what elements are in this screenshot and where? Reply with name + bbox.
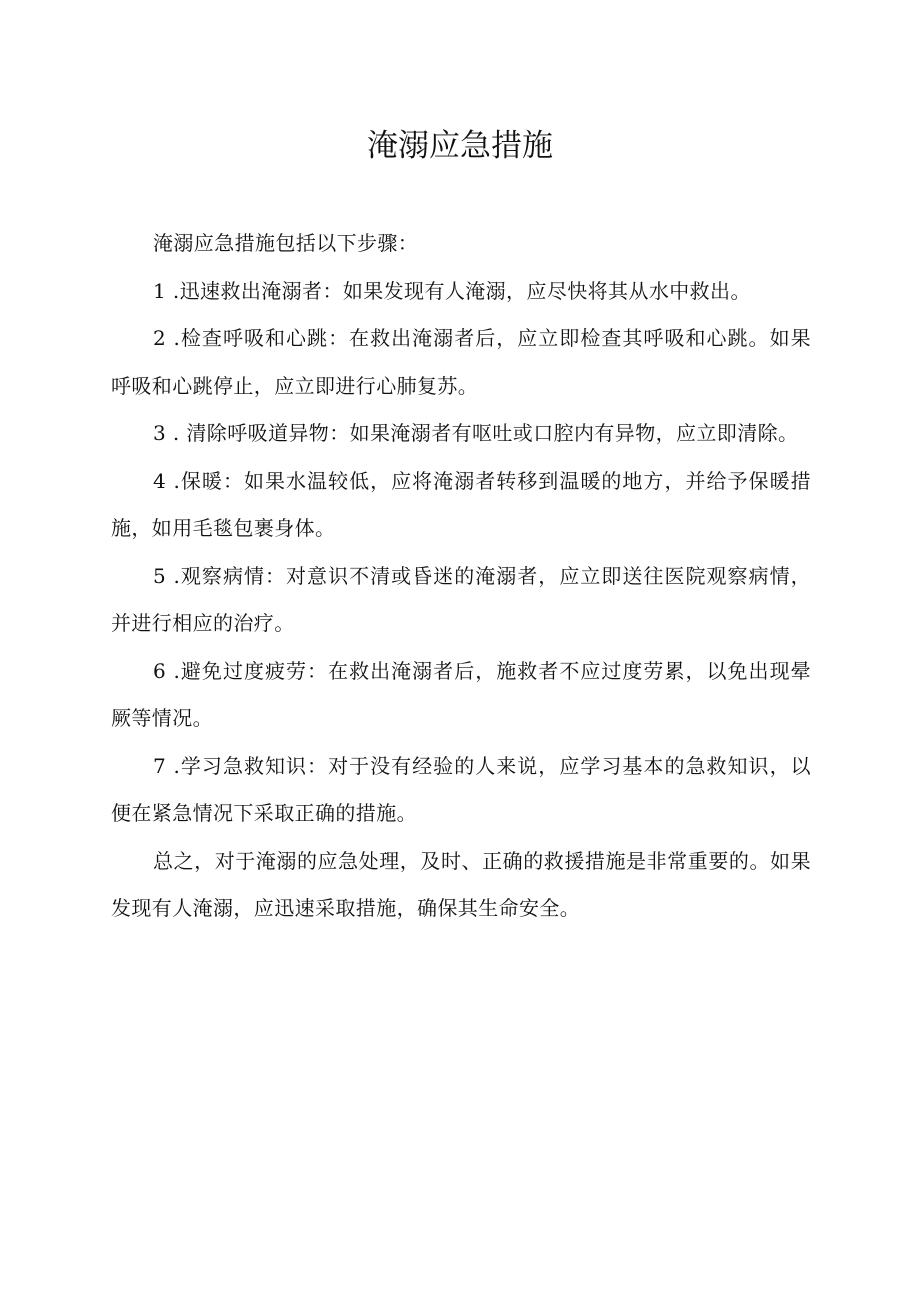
step-number: 1 [153, 278, 167, 303]
step-number: 7 [153, 753, 167, 778]
step-7 [111, 743, 811, 838]
intro-paragraph: 淹溺应急措施包括以下步骤： [153, 231, 419, 255]
step-6 [111, 648, 811, 743]
conclusion-paragraph: 总之，对于淹溺的应急处理，及时、正确的救援措施是非常重要的。如果发现有人淹溺，应迅速采取措施，确保其生命安全。 [111, 848, 811, 920]
step-number: 3 [153, 421, 167, 445]
step-text: .避免过度疲劳：在救出淹溺者后，施救者不应过度劳累，以免出现晕厥等情况。 [111, 658, 811, 730]
step-number: 2 [153, 326, 167, 350]
step-number: 6 [153, 658, 167, 683]
step-5 [111, 553, 811, 648]
document-body [111, 220, 811, 933]
step-number: 5 [153, 563, 167, 588]
step-text: .保暖：如果水温较低，应将淹溺者转移到温暖的地方，并给予保暖措施，如用毛毯包裹身体。 [111, 468, 811, 540]
step-1 [111, 268, 811, 316]
step-3 [111, 410, 811, 458]
step-text: . 清除呼吸道异物：如果淹溺者有呕吐或口腔内有异物，应立即清除。 [172, 421, 799, 445]
step-4 [111, 458, 811, 553]
step-number: 4 [153, 468, 167, 493]
step-text: .学习急救知识：对于没有经验的人来说，应学习基本的急救知识，以便在紧急情况下采取正确的措施。 [111, 753, 811, 825]
step-text: .迅速救出淹溺者：如果发现有人淹溺，应尽快将其从水中救出。 [172, 278, 751, 303]
page-title: 淹溺应急措施 [367, 128, 553, 164]
step-text: .观察病情：对意识不清或昏迷的淹溺者，应立即送往医院观察病情，并进行相应的治疗。 [111, 563, 811, 635]
step-text: .检查呼吸和心跳：在救出淹溺者后，应立即检查其呼吸和心跳。如果呼吸和心跳停止，应立即进行心肺复苏。 [111, 326, 811, 398]
step-2 [111, 315, 811, 410]
